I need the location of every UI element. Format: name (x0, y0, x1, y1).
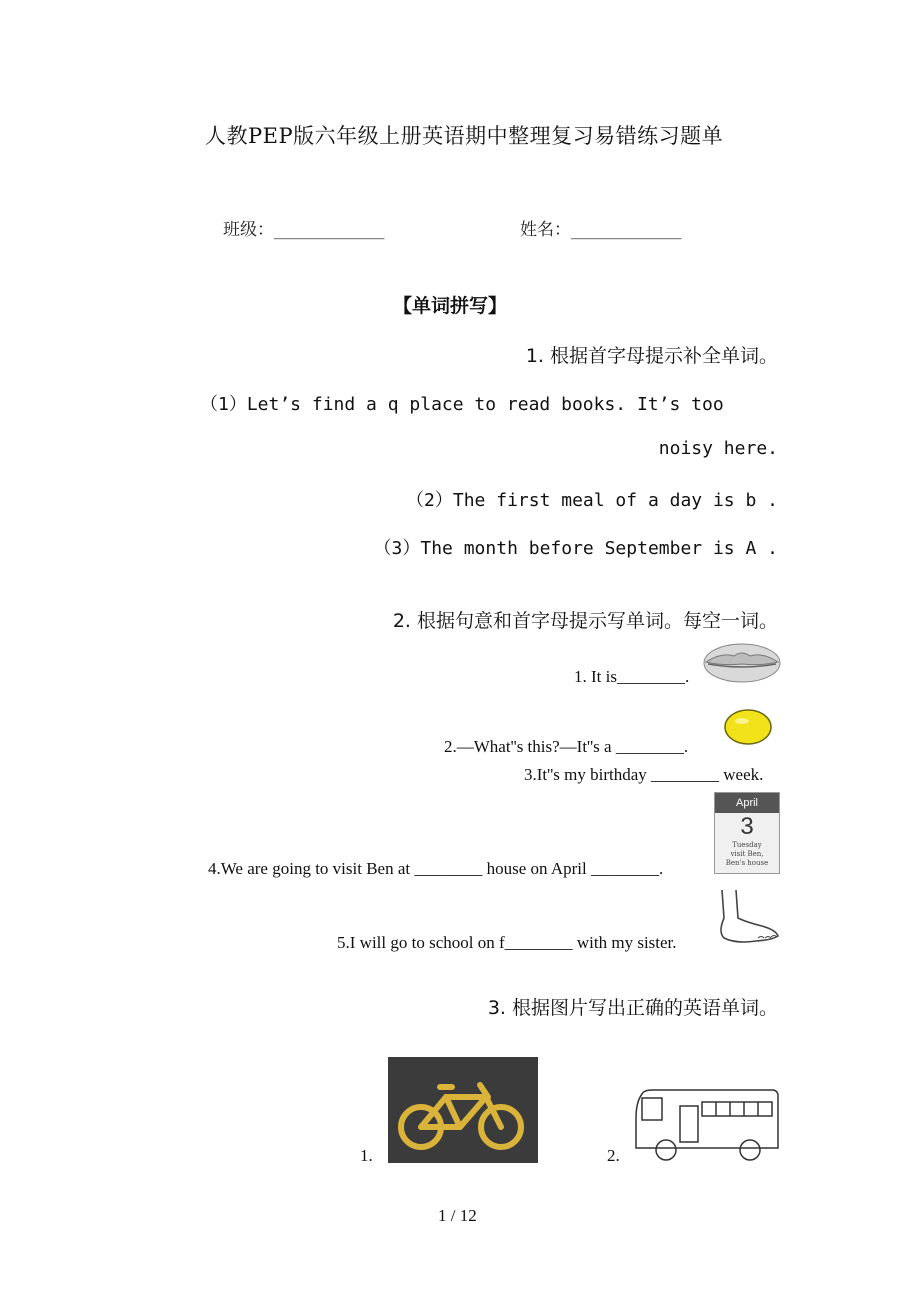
calendar-note-1: visit Ben, (730, 850, 764, 858)
lemon-icon (722, 706, 774, 748)
part1-item-1-line2: noisy here. (658, 438, 778, 459)
part2-item-1: 1. It is________. (574, 667, 690, 686)
page-number: 1 / 12 (438, 1206, 477, 1225)
bicycle-icon (388, 1057, 538, 1163)
part3-heading: 3. 根据图片写出正确的英语单词。 (487, 997, 778, 1019)
lips-icon (702, 640, 782, 686)
part2-item-4: 4.We are going to visit Ben at ________ house on April ________. (208, 859, 664, 878)
part1-heading: 1. 根据首字母提示补全单词。 (525, 345, 778, 367)
name-blank: _____________ (571, 220, 682, 240)
part2-heading: 2. 根据句意和首字母提示写单词。每空一词。 (392, 610, 778, 632)
part3-item-1: 1. (360, 1146, 373, 1165)
calendar-note-2: Ben's house (725, 859, 769, 867)
section-heading: 【单词拼写】 (393, 295, 508, 317)
part2-item-3: 3.It''s my birthday ________ week. (524, 765, 764, 784)
part1-item-1-line1: （1）Let’s find a q place to read books. It’s too (200, 394, 724, 415)
part1-item-3: （3）The month before September is A . (373, 538, 778, 559)
calendar-day: 3 (740, 813, 754, 840)
part2-item-2: 2.—What''s this?—It''s a ________. (444, 737, 689, 756)
part1-item-2: （2）The first meal of a day is b . (406, 490, 778, 511)
name-label: 姓名： (520, 220, 571, 240)
bus-icon (632, 1088, 782, 1162)
calendar-month: April (715, 793, 779, 813)
name-field (520, 215, 682, 240)
foot-icon (710, 888, 782, 946)
calendar-icon (714, 792, 780, 874)
class-field (223, 215, 385, 240)
class-label: 班级： (223, 220, 274, 240)
part3-item-2: 2. (607, 1146, 620, 1165)
class-blank: _____________ (274, 220, 385, 240)
calendar-weekday: Tuesday (732, 841, 762, 849)
part2-item-5: 5.I will go to school on f________ with my sister. (337, 933, 677, 952)
page-title: 人教PEP版六年级上册英语期中整理复习易错练习题单 (205, 124, 724, 148)
